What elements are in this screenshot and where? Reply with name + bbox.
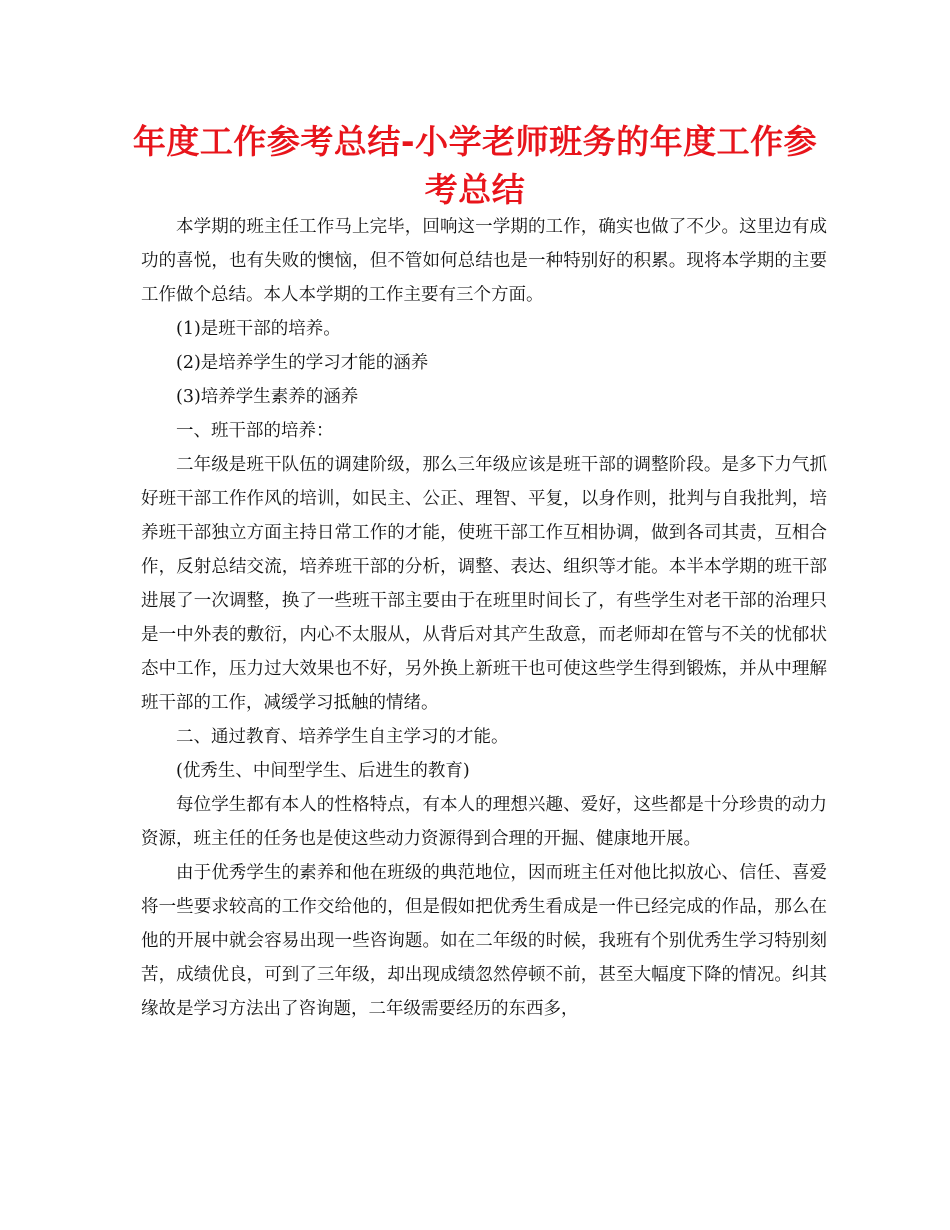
section-heading: 一、班干部的培养： [176, 421, 334, 441]
paragraph: 由于优秀学生的素养和他在班级的典范地位，因而班主任对他比拟放心、信任、喜爱将一些要求较高的工作交给他的，但是假如把优秀生看成是一件已经完成的作品，那么在他的开展中就会容易出现一些咨询题。如在二年级的时候，我班有个别优秀生学习特别刻苦，成绩优良，可到了三年级，却出现成绩忽然停顿不前，甚至大幅度下降的情况。纠其缘故是学习方法出了咨询题，二年级需要经历的东西多， [141, 863, 827, 1019]
paragraph: (3)培养学生素养的涵养 [176, 387, 359, 407]
paragraph: 本学期的班主任工作马上完毕，回响这一学期的工作，确实也做了不少。这里边有成功的喜悦，也有失败的懊恼，但不管如何总结也是一种特别好的积累。现将本学期的主要工作做个总结。本人本学期的工作主要有三个方面。 [141, 217, 827, 305]
document-title: 年度工作参考总结-小学老师班务的年度工作参考总结 [132, 122, 818, 209]
section-heading: 二、通过教育、培养学生自主学习的才能。 [176, 727, 509, 747]
paragraph: 二年级是班干队伍的调建阶级，那么三年级应该是班干部的调整阶段。是多下力气抓好班干部工作作风的培训，如民主、公正、理智、平复，以身作则，批判与自我批判，培养班干部独立方面主持日常工作的才能，使班干部工作互相协调，做到各司其责，互相合作，反射总结交流，培养班干部的分析，调整、表达、组织等才能。本半本学期的班干部进展了一次调整，换了一些班干部主要由于在班里时间长了，有些学生对老干部的治理只是一中外表的敷衍，内心不太服从，从背后对其产生敌意，而老师却在管与不关的忧郁状态中工作，压力过大效果也不好，另外换上新班干也可使这些学生得到锻炼，并从中理解班干部的工作，减缓学习抵触的情绪。 [141, 455, 827, 713]
paragraph: (1)是班干部的培养。 [176, 319, 341, 339]
paragraph: (优秀生、中间型学生、后进生的教育) [176, 761, 470, 781]
paragraph: (2)是培养学生的学习才能的涵养 [176, 353, 429, 373]
document-body [141, 210, 827, 1026]
paragraph: 每位学生都有本人的性格特点，有本人的理想兴趣、爱好，这些都是十分珍贵的动力资源，班主任的任务也是使这些动力资源得到合理的开掘、健康地开展。 [141, 795, 827, 849]
